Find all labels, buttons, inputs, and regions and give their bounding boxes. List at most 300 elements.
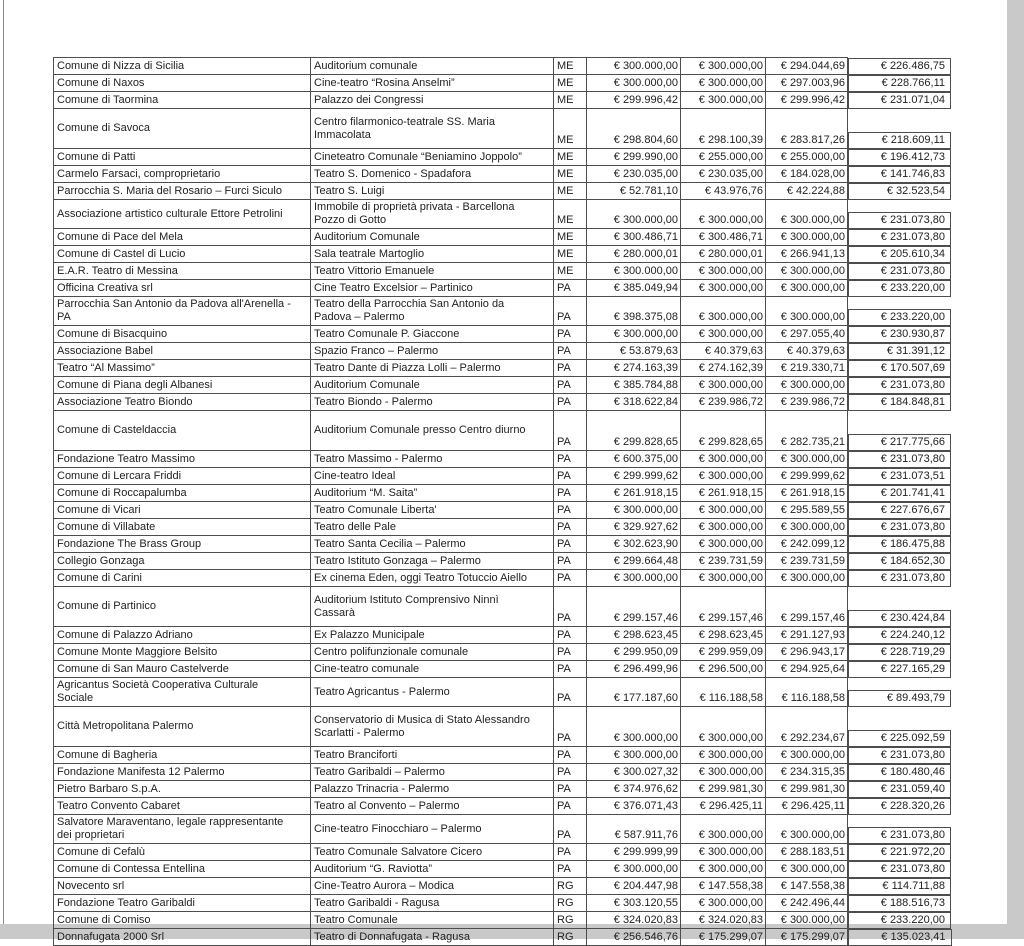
venue-cell: Cine-teatro Ideal	[311, 468, 554, 485]
venue-cell: Auditorium “M. Saita”	[311, 485, 554, 502]
amount-cell-3: € 296.943,17	[766, 644, 848, 661]
amount-cell-1: € 300.000,00	[587, 747, 681, 764]
amount-cell-4	[848, 263, 952, 280]
province-cell: PA	[554, 587, 587, 627]
amount-cell-3: € 300.000,00	[766, 861, 848, 878]
province-cell: PA	[554, 747, 587, 764]
amount-cell-3: € 234.315,35	[766, 764, 848, 781]
amount-cell-2: € 300.000,00	[681, 92, 766, 109]
amount-cell-1: € 303.120,55	[587, 895, 681, 912]
amount-box: € 32.523,54	[848, 183, 951, 200]
amount-cell-4	[848, 764, 952, 781]
amount-box: € 230.424,84	[848, 610, 951, 627]
amount-box: € 205.610,34	[848, 246, 951, 263]
province-cell: ME	[554, 109, 587, 149]
amount-cell-1: € 300.486,71	[587, 229, 681, 246]
entity-cell: Carmelo Farsaci, comproprietario	[54, 166, 311, 183]
amount-cell-3: € 147.558,38	[766, 878, 848, 895]
table-row	[54, 343, 952, 360]
venue-cell: Teatro Garibaldi - Ragusa	[311, 895, 554, 912]
province-cell: RG	[554, 912, 587, 929]
entity-cell: Comune di Bisacquino	[54, 326, 311, 343]
amount-box: € 89.493,79	[848, 690, 951, 707]
amount-cell-4	[848, 411, 952, 451]
province-cell: PA	[554, 536, 587, 553]
amount-cell-1: € 299.996,42	[587, 92, 681, 109]
amount-cell-1: € 177.187,60	[587, 678, 681, 707]
venue-cell: Palazzo Trinacria - Palermo	[311, 781, 554, 798]
table-row	[54, 627, 952, 644]
amount-cell-3: € 239.986,72	[766, 394, 848, 411]
amount-box: € 180.480,46	[848, 764, 951, 781]
table-row	[54, 661, 952, 678]
table-row	[54, 451, 952, 468]
amount-box: € 231.073,80	[848, 519, 951, 536]
province-cell: PA	[554, 519, 587, 536]
venue-cell: Teatro Vittorio Emanuele	[311, 263, 554, 280]
amount-cell-4	[848, 246, 952, 263]
funding-table-body	[54, 58, 952, 946]
amount-cell-2: € 300.000,00	[681, 280, 766, 297]
entity-cell: Parrocchia San Antonio da Padova all'Arenella - PA	[54, 297, 311, 326]
province-cell: RG	[554, 895, 587, 912]
amount-cell-2: € 300.000,00	[681, 844, 766, 861]
venue-cell: Cine Teatro Excelsior – Partinico	[311, 280, 554, 297]
entity-cell: Fondazione The Brass Group	[54, 536, 311, 553]
entity-cell: Fondazione Manifesta 12 Palermo	[54, 764, 311, 781]
table-row	[54, 394, 952, 411]
amount-box: € 227.165,29	[848, 661, 951, 678]
amount-cell-1: € 53.879,63	[587, 343, 681, 360]
entity-cell: Comune di Casteldaccia	[54, 411, 311, 451]
province-cell: PA	[554, 781, 587, 798]
amount-cell-4	[848, 929, 952, 946]
amount-cell-4	[848, 75, 952, 92]
entity-cell: Parrocchia S. Maria del Rosario – Furci Siculo	[54, 183, 311, 200]
venue-cell: Teatro Comunale Liberta'	[311, 502, 554, 519]
amount-cell-1: € 300.000,00	[587, 263, 681, 280]
amount-cell-1: € 300.000,00	[587, 861, 681, 878]
venue-cell: Ex Palazzo Municipale	[311, 627, 554, 644]
amount-cell-3: € 242.099,12	[766, 536, 848, 553]
table-row	[54, 109, 952, 149]
entity-cell: Agricantus Società Cooperativa Culturale Sociale	[54, 678, 311, 707]
amount-cell-4	[848, 200, 952, 229]
table-row	[54, 815, 952, 844]
amount-cell-1: € 230.035,00	[587, 166, 681, 183]
entity-cell: Fondazione Teatro Massimo	[54, 451, 311, 468]
entity-cell: Comune di Castel di Lucio	[54, 246, 311, 263]
province-cell: PA	[554, 451, 587, 468]
province-cell: PA	[554, 570, 587, 587]
amount-cell-1: € 300.000,00	[587, 75, 681, 92]
venue-cell: Auditorium “G. Raviotta”	[311, 861, 554, 878]
amount-box: € 31.391,12	[848, 343, 951, 360]
amount-box: € 231.059,40	[848, 781, 951, 798]
province-cell: PA	[554, 377, 587, 394]
amount-box: € 196.412,73	[848, 149, 951, 166]
amount-cell-1: € 299.990,00	[587, 149, 681, 166]
amount-cell-1: € 300.000,00	[587, 502, 681, 519]
province-cell: PA	[554, 678, 587, 707]
venue-cell: Teatro di Donnafugata - Ragusa	[311, 929, 554, 946]
amount-cell-1: € 300.000,00	[587, 326, 681, 343]
amount-cell-2: € 300.000,00	[681, 536, 766, 553]
amount-box: € 228.320,26	[848, 798, 951, 815]
amount-cell-4	[848, 166, 952, 183]
amount-cell-3: € 300.000,00	[766, 912, 848, 929]
amount-cell-1: € 587.911,76	[587, 815, 681, 844]
amount-box: € 231.073,80	[848, 827, 951, 844]
table-row	[54, 58, 952, 75]
entity-cell: Comune di Pace del Mela	[54, 229, 311, 246]
province-cell: ME	[554, 58, 587, 75]
table-row	[54, 229, 952, 246]
amount-cell-1: € 374.976,62	[587, 781, 681, 798]
amount-cell-1: € 299.999,62	[587, 468, 681, 485]
table-row	[54, 183, 952, 200]
amount-cell-2: € 296.425,11	[681, 798, 766, 815]
amount-cell-2: € 255.000,00	[681, 149, 766, 166]
amount-box: € 186.475,88	[848, 536, 951, 553]
table-row	[54, 326, 952, 343]
table-row	[54, 878, 952, 895]
table-row	[54, 468, 952, 485]
amount-box: € 188.516,73	[848, 895, 951, 912]
amount-cell-3: € 292.234,67	[766, 707, 848, 747]
page-left-edge-line	[3, 0, 4, 924]
amount-cell-2: € 40.379,63	[681, 343, 766, 360]
entity-cell: Comune di Piana degli Albanesi	[54, 377, 311, 394]
province-cell: PA	[554, 297, 587, 326]
amount-box: € 228.719,29	[848, 644, 951, 661]
amount-cell-3: € 116.188,58	[766, 678, 848, 707]
amount-cell-3: € 300.000,00	[766, 297, 848, 326]
amount-cell-1: € 302.623,90	[587, 536, 681, 553]
amount-cell-1: € 299.664,48	[587, 553, 681, 570]
province-cell: RG	[554, 878, 587, 895]
amount-cell-3: € 288.183,51	[766, 844, 848, 861]
amount-cell-3: € 300.000,00	[766, 280, 848, 297]
amount-cell-2: € 280.000,01	[681, 246, 766, 263]
amount-cell-3: € 219.330,71	[766, 360, 848, 377]
amount-cell-3: € 184.028,00	[766, 166, 848, 183]
amount-cell-2: € 300.000,00	[681, 895, 766, 912]
province-cell: ME	[554, 263, 587, 280]
venue-cell: Teatro Agricantus - Palermo	[311, 678, 554, 707]
table-row	[54, 587, 952, 627]
venue-cell: Teatro Dante di Piazza Lolli – Palermo	[311, 360, 554, 377]
province-cell: PA	[554, 411, 587, 451]
table-row	[54, 411, 952, 451]
amount-cell-3: € 300.000,00	[766, 451, 848, 468]
table-row	[54, 747, 952, 764]
amount-cell-4	[848, 844, 952, 861]
table-row	[54, 377, 952, 394]
venue-cell: Teatro Branciforti	[311, 747, 554, 764]
amount-cell-4	[848, 587, 952, 627]
venue-cell: Teatro della Parrocchia San Antonio da Padova – Palermo	[311, 297, 554, 326]
amount-cell-2: € 298.100,39	[681, 109, 766, 149]
amount-cell-4	[848, 183, 952, 200]
entity-cell: Associazione Teatro Biondo	[54, 394, 311, 411]
amount-cell-4	[848, 912, 952, 929]
entity-cell: Comune di Nizza di Sicilia	[54, 58, 311, 75]
entity-cell: Novecento srl	[54, 878, 311, 895]
table-row	[54, 502, 952, 519]
amount-cell-4	[848, 360, 952, 377]
amount-cell-2: € 239.986,72	[681, 394, 766, 411]
amount-box: € 217.775,66	[848, 434, 951, 451]
province-cell: PA	[554, 553, 587, 570]
table-row	[54, 707, 952, 747]
table-row	[54, 75, 952, 92]
entity-cell: Comune di Comiso	[54, 912, 311, 929]
venue-cell: Auditorium Comunale	[311, 377, 554, 394]
amount-cell-4	[848, 678, 952, 707]
amount-box: € 231.073,80	[848, 747, 951, 764]
venue-cell: Centro filarmonico-teatrale SS. Maria Immacolata	[311, 109, 554, 149]
amount-cell-4	[848, 519, 952, 536]
amount-cell-2: € 300.000,00	[681, 200, 766, 229]
amount-cell-2: € 300.000,00	[681, 570, 766, 587]
amount-cell-3: € 296.425,11	[766, 798, 848, 815]
funding-table	[53, 57, 952, 946]
amount-cell-4	[848, 747, 952, 764]
amount-cell-1: € 300.000,00	[587, 707, 681, 747]
amount-cell-1: € 298.623,45	[587, 627, 681, 644]
venue-cell: Auditorium Istituto Comprensivo Ninnì Cassarà	[311, 587, 554, 627]
venue-cell: Cine-teatro Finocchiaro – Palermo	[311, 815, 554, 844]
amount-box: € 231.073,80	[848, 861, 951, 878]
table-row	[54, 678, 952, 707]
amount-cell-1: € 299.950,09	[587, 644, 681, 661]
entity-cell: Comune di Naxos	[54, 75, 311, 92]
amount-cell-3: € 300.000,00	[766, 200, 848, 229]
venue-cell: Cineteatro Comunale “Beniamino Joppolo”	[311, 149, 554, 166]
amount-cell-2: € 300.000,00	[681, 58, 766, 75]
amount-box: € 231.073,80	[848, 263, 951, 280]
amount-cell-3: € 242.496,44	[766, 895, 848, 912]
amount-cell-1: € 300.000,00	[587, 58, 681, 75]
amount-cell-1: € 280.000,01	[587, 246, 681, 263]
amount-cell-2: € 43.976,76	[681, 183, 766, 200]
entity-cell: Teatro Convento Cabaret	[54, 798, 311, 815]
amount-box: € 201.741,41	[848, 485, 951, 502]
venue-cell: Conservatorio di Musica di Stato Alessandro Scarlatti - Palermo	[311, 707, 554, 747]
amount-cell-3: € 282.735,21	[766, 411, 848, 451]
amount-cell-2: € 175.299,07	[681, 929, 766, 946]
amount-cell-1: € 204.447,98	[587, 878, 681, 895]
province-cell: PA	[554, 815, 587, 844]
venue-cell: Centro polifunzionale comunale	[311, 644, 554, 661]
amount-cell-4	[848, 627, 952, 644]
amount-cell-1: € 256.546,76	[587, 929, 681, 946]
entity-cell: Associazione artistico culturale Ettore Petrolini	[54, 200, 311, 229]
venue-cell: Cine-teatro comunale	[311, 661, 554, 678]
amount-cell-1: € 300.000,00	[587, 200, 681, 229]
entity-cell: Comune di Taormina	[54, 92, 311, 109]
amount-cell-4	[848, 377, 952, 394]
amount-cell-2: € 324.020,83	[681, 912, 766, 929]
venue-cell: Auditorium comunale	[311, 58, 554, 75]
amount-box: € 231.073,80	[848, 451, 951, 468]
amount-cell-2: € 300.000,00	[681, 747, 766, 764]
venue-cell: Teatro Comunale	[311, 912, 554, 929]
amount-cell-1: € 300.027,32	[587, 764, 681, 781]
amount-cell-2: € 300.000,00	[681, 75, 766, 92]
amount-cell-2: € 298.623,45	[681, 627, 766, 644]
entity-cell: Donnafugata 2000 Srl	[54, 929, 311, 946]
table-row	[54, 781, 952, 798]
amount-box: € 231.073,51	[848, 468, 951, 485]
amount-cell-1: € 324.020,83	[587, 912, 681, 929]
amount-cell-4	[848, 661, 952, 678]
entity-cell: Pietro Barbaro S.p.A.	[54, 781, 311, 798]
amount-cell-4	[848, 326, 952, 343]
amount-cell-4	[848, 468, 952, 485]
venue-cell: Teatro Santa Cecilia – Palermo	[311, 536, 554, 553]
amount-cell-3: € 294.925,64	[766, 661, 848, 678]
province-cell: ME	[554, 229, 587, 246]
amount-cell-3: € 175.299,07	[766, 929, 848, 946]
amount-cell-4	[848, 644, 952, 661]
page-right-edge	[1007, 0, 1024, 939]
amount-cell-4	[848, 895, 952, 912]
amount-cell-4	[848, 570, 952, 587]
amount-cell-1: € 329.927,62	[587, 519, 681, 536]
amount-cell-4	[848, 92, 952, 109]
province-cell: ME	[554, 166, 587, 183]
province-cell: ME	[554, 200, 587, 229]
amount-box: € 114.711,88	[848, 878, 951, 895]
amount-box: € 228.766,11	[848, 75, 951, 92]
entity-cell: Comune Monte Maggiore Belsito	[54, 644, 311, 661]
amount-cell-3: € 297.003,96	[766, 75, 848, 92]
amount-cell-4	[848, 502, 952, 519]
province-cell: PA	[554, 764, 587, 781]
province-cell: PA	[554, 360, 587, 377]
venue-cell: Auditorium Comunale presso Centro diurno	[311, 411, 554, 451]
amount-cell-2: € 300.000,00	[681, 502, 766, 519]
province-cell: PA	[554, 502, 587, 519]
province-cell: ME	[554, 246, 587, 263]
amount-box: € 231.073,80	[848, 229, 951, 246]
amount-cell-3: € 300.000,00	[766, 229, 848, 246]
amount-box: € 221.972,20	[848, 844, 951, 861]
venue-cell: Sala teatrale Martoglio	[311, 246, 554, 263]
entity-cell: Salvatore Maraventano, legale rappresentante dei proprietari	[54, 815, 311, 844]
table-row	[54, 798, 952, 815]
amount-cell-2: € 300.000,00	[681, 861, 766, 878]
amount-cell-1: € 398.375,08	[587, 297, 681, 326]
amount-cell-3: € 300.000,00	[766, 377, 848, 394]
table-row	[54, 929, 952, 946]
amount-cell-3: € 299.999,62	[766, 468, 848, 485]
table-row	[54, 485, 952, 502]
amount-cell-2: € 116.188,58	[681, 678, 766, 707]
amount-box: € 184.848,81	[848, 394, 951, 411]
venue-cell: Teatro Massimo - Palermo	[311, 451, 554, 468]
venue-cell: Ex cinema Eden, oggi Teatro Totuccio Aiello	[311, 570, 554, 587]
table-row	[54, 166, 952, 183]
venue-cell: Teatro S. Domenico - Spadafora	[311, 166, 554, 183]
amount-cell-3: € 300.000,00	[766, 570, 848, 587]
amount-cell-3: € 283.817,26	[766, 109, 848, 149]
venue-cell: Teatro Biondo - Palermo	[311, 394, 554, 411]
amount-cell-3: € 42.224,88	[766, 183, 848, 200]
amount-cell-4	[848, 781, 952, 798]
amount-cell-1: € 318.622,84	[587, 394, 681, 411]
amount-cell-3: € 40.379,63	[766, 343, 848, 360]
province-cell: PA	[554, 661, 587, 678]
entity-cell: Teatro “Al Massimo”	[54, 360, 311, 377]
amount-cell-4	[848, 707, 952, 747]
province-cell: PA	[554, 844, 587, 861]
amount-cell-3: € 299.981,30	[766, 781, 848, 798]
amount-cell-4	[848, 343, 952, 360]
amount-cell-2: € 261.918,15	[681, 485, 766, 502]
amount-cell-4	[848, 798, 952, 815]
venue-cell: Cine-Teatro Aurora – Modica	[311, 878, 554, 895]
amount-cell-2: € 300.000,00	[681, 707, 766, 747]
amount-cell-4	[848, 861, 952, 878]
amount-cell-3: € 294.044,69	[766, 58, 848, 75]
entity-cell: Comune di Bagheria	[54, 747, 311, 764]
table-row	[54, 297, 952, 326]
amount-box: € 135.023,41	[848, 929, 952, 946]
amount-cell-1: € 298.804,60	[587, 109, 681, 149]
amount-cell-3: € 266.941,13	[766, 246, 848, 263]
amount-cell-2: € 299.959,09	[681, 644, 766, 661]
amount-cell-3: € 300.000,00	[766, 519, 848, 536]
amount-box: € 141.746,83	[848, 166, 951, 183]
amount-cell-2: € 300.000,00	[681, 297, 766, 326]
amount-box: € 233.220,00	[848, 309, 951, 326]
table-row	[54, 280, 952, 297]
amount-box: € 218.609,11	[848, 132, 951, 149]
province-cell: PA	[554, 468, 587, 485]
amount-cell-1: € 296.499,96	[587, 661, 681, 678]
province-cell: PA	[554, 485, 587, 502]
amount-cell-2: € 300.000,00	[681, 326, 766, 343]
entity-cell: Comune di Roccapalumba	[54, 485, 311, 502]
table-row	[54, 912, 952, 929]
amount-cell-4	[848, 485, 952, 502]
amount-cell-1: € 299.828,65	[587, 411, 681, 451]
province-cell: RG	[554, 929, 587, 946]
amount-cell-3: € 291.127,93	[766, 627, 848, 644]
entity-cell: Officina Creativa srl	[54, 280, 311, 297]
amount-cell-2: € 300.000,00	[681, 764, 766, 781]
venue-cell: Auditorium Comunale	[311, 229, 554, 246]
amount-cell-2: € 300.486,71	[681, 229, 766, 246]
province-cell: ME	[554, 75, 587, 92]
entity-cell: Fondazione Teatro Garibaldi	[54, 895, 311, 912]
table-row	[54, 263, 952, 280]
amount-box: € 170.507,69	[848, 360, 951, 377]
amount-box: € 230.930,87	[848, 326, 951, 343]
table-row	[54, 149, 952, 166]
entity-cell: Collegio Gonzaga	[54, 553, 311, 570]
amount-cell-3: € 255.000,00	[766, 149, 848, 166]
amount-cell-2: € 300.000,00	[681, 377, 766, 394]
entity-cell: Comune di Carini	[54, 570, 311, 587]
amount-cell-4	[848, 878, 952, 895]
amount-box: € 233.220,00	[848, 912, 951, 929]
amount-cell-1: € 385.784,88	[587, 377, 681, 394]
venue-cell: Immobile di proprietà privata - Barcellona Pozzo di Gotto	[311, 200, 554, 229]
